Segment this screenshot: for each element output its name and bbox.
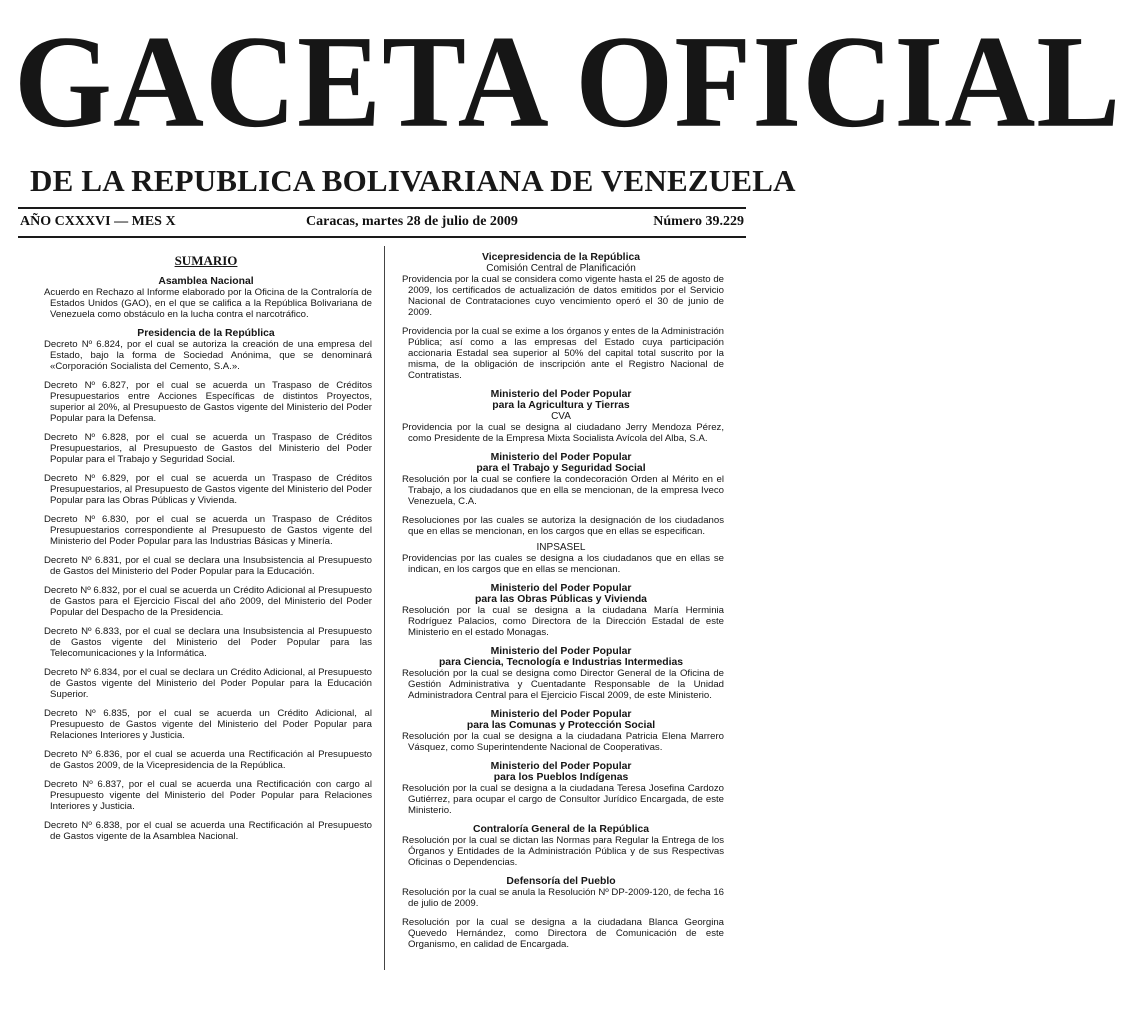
section-heading: Ministerio del Poder Popular <box>490 389 632 400</box>
section-subheading: INPSASEL <box>536 542 586 553</box>
section-heading: Ministerio del Poder Popular <box>490 646 632 657</box>
summary-entry: Resolución por la cual se designa a la ciudadana Patricia Elena Marrero Vásquez, como Superintendente Nacional de Cooperativas. <box>402 731 724 753</box>
summary-entry: Providencia por la cual se exime a los órganos y entes de la Administración Pública; así como a las empresas del Estado cuya participación accionaria Estadal sea superior al 50% del capital total suscrito por la misma, de la obligación de inscripción ante el Registro Nacional de Contratistas. <box>402 326 724 381</box>
summary-entry: Resolución por la cual se designa a la ciudadana Teresa Josefina Cardozo Gutiérrez, para ocupar el cargo de Consultor Jurídico Encargada, de este Ministerio. <box>402 783 724 816</box>
section-heading: Ministerio del Poder Popular <box>490 583 632 594</box>
summary-entry: Resolución por la cual se dictan las Normas para Regular la Entrega de los Órganos y Entidades de la Administración Pública y de sus Respectivas Oficinas o Dependencias. <box>402 835 724 868</box>
summary-entry: Resolución por la cual se confiere la condecoración Orden al Mérito en el Trabajo, a los ciudadanos que en ella se mencionan, de la empresa Iveco Venezuela, C.A. <box>402 474 724 507</box>
section-subheading: CVA <box>551 411 571 422</box>
summary-entry: Resolución por la cual se anula la Resolución Nº DP-2009-120, de fecha 16 de julio de 2009. <box>402 887 724 909</box>
summary-entry: Decreto Nº 6.835, por el cual se acuerda un Crédito Adicional, al Presupuesto de Gastos vigente del Ministerio del Poder Popular para Relaciones Interiores y Justicia. <box>44 708 372 741</box>
summary-entry: Resolución por la cual se designa a la ciudadana Blanca Georgina Quevedo Hernández, como Directora de Comunicación de este Organismo, en calidad de Encargada. <box>402 917 724 950</box>
section-heading: Defensoría del Pueblo <box>506 876 616 887</box>
masthead-title: GACETA OFICIAL <box>14 9 1121 156</box>
summary-entry: Decreto Nº 6.831, por el cual se declara una Insubsistencia al Presupuesto de Gastos del Ministerio del Poder Popular para la Educación. <box>44 555 372 577</box>
section-heading: Asamblea Nacional <box>158 276 254 287</box>
summary-entry: Decreto Nº 6.832, por el cual se acuerda un Crédito Adicional al Presupuesto de Gastos para el Ejercicio Fiscal del año 2009, del Ministerio del Poder Popular del Despacho de la Presidencia. <box>44 585 372 618</box>
section-heading: para la Agricultura y Tierras <box>492 400 630 411</box>
masthead-subtitle: DE LA REPUBLICA BOLIVARIANA DE VENEZUELA <box>30 163 796 198</box>
issue-number: Número 39.229 <box>653 214 744 229</box>
city-date: Caracas, martes 28 de julio de 2009 <box>306 214 518 229</box>
summary-entry: Providencias por las cuales se designa a los ciudadanos que en ellas se indican, en los cargos que en ellas se mencionan. <box>402 553 724 575</box>
top-rule <box>18 207 746 209</box>
summary-entry: Decreto Nº 6.836, por el cual se acuerda una Rectificación al Presupuesto de Gastos 2009, de la Vicepresidencia de la República. <box>44 749 372 771</box>
summary-entry: Resolución por la cual se designa a la ciudadana María Herminia Rodríguez Palacios, como Directora de la Dirección Estadal de este Ministerio en el estado Monagas. <box>402 605 724 638</box>
summary-entry: Acuerdo en Rechazo al Informe elaborado por la Oficina de la Contraloría de Estados Unidos (GAO), en el que se califica a la República Bolivariana de Venezuela como obstáculo en la lucha contra el narcotráfico. <box>44 287 372 320</box>
summary-entry: Decreto Nº 6.830, por el cual se acuerda un Traspaso de Créditos Presupuestarios correspondiente al Presupuesto de Gastos vigente del Ministerio del Poder Popular para las Industrias Básicas y Minería. <box>44 514 372 547</box>
summary-entry: Resoluciones por las cuales se autoriza la designación de los ciudadanos que en ellas se mencionan, en los cargos que en ellas se especifican. <box>402 515 724 537</box>
summary-entry: Decreto Nº 6.833, por el cual se declara una Insubsistencia al Presupuesto de Gastos vigente del Ministerio del Poder Popular para las Telecomunicaciones y la Informática. <box>44 626 372 659</box>
summary-entry: Resolución por la cual se designa como Director General de la Oficina de Gestión Administrativa y Cuentadante Responsable de la Unidad Administradora Central para el Ejercicio Fiscal 2009, de este Ministerio. <box>402 668 724 701</box>
section-heading: Ministerio del Poder Popular <box>490 452 632 463</box>
section-heading: Presidencia de la República <box>137 328 275 339</box>
year-month: AÑO CXXXVI — MES X <box>20 214 176 229</box>
masthead <box>14 4 1121 156</box>
summary-entry: Providencia por la cual se designa al ciudadano Jerry Mendoza Pérez, como Presidente de la Empresa Mixta Socialista Avícola del Alba, S.A. <box>402 422 724 444</box>
summary-entry: Providencia por la cual se considera como vigente hasta el 25 de agosto de 2009, los certificados de actualización de datos emitidos por el Servicio Nacional de Contrataciones cuyo vencimiento operó el 30 de junio de 2009. <box>402 274 724 318</box>
summary-entry: Decreto Nº 6.829, por el cual se acuerda un Traspaso de Créditos Presupuestarios, al Presupuesto de Gastos vigente del Ministerio del Poder Popular para las Obras Públicas y Vivienda. <box>44 473 372 506</box>
section-heading: Contraloría General de la República <box>472 824 650 835</box>
right-column <box>398 252 724 950</box>
section-heading: para Ciencia, Tecnología e Industrias Intermedias <box>438 657 684 668</box>
section-heading: para los Pueblos Indígenas <box>493 772 629 783</box>
section-heading: para las Comunas y Protección Social <box>466 720 656 731</box>
summary-entry: Decreto Nº 6.824, por el cual se autoriza la creación de una empresa del Estado, bajo la forma de Sociedad Anónima, que se denominará «Corporación Socialista del Cemento, S.A.». <box>44 339 372 372</box>
summary-entry: Decreto Nº 6.838, por el cual se acuerda una Rectificación al Presupuesto de Gastos vigente de la Asamblea Nacional. <box>44 820 372 842</box>
section-heading: Ministerio del Poder Popular <box>490 709 632 720</box>
section-subheading: Comisión Central de Planificación <box>486 263 636 274</box>
section-heading: para el Trabajo y Seguridad Social <box>476 463 646 474</box>
section-heading: para las Obras Públicas y Vivienda <box>475 594 647 605</box>
bottom-rule <box>18 236 746 238</box>
summary-entry: Decreto Nº 6.834, por el cual se declara un Crédito Adicional, al Presupuesto de Gastos vigente del Ministerio del Poder Popular para la Educación Superior. <box>44 667 372 700</box>
summary-entry: Decreto Nº 6.828, por el cual se acuerda un Traspaso de Créditos Presupuestarios, al Presupuesto de Gastos del Ministerio del Poder Popular para el Trabajo y Seguridad Social. <box>44 432 372 465</box>
summary-entry: Decreto Nº 6.827, por el cual se acuerda un Traspaso de Créditos Presupuestarios entre Acciones Específicas de distintos Proyectos, superior al 20%, al Presupuesto de Gastos vigente del Ministerio del Poder Popular para la Defensa. <box>44 380 372 424</box>
left-column <box>40 252 372 842</box>
dateline <box>18 212 746 234</box>
section-heading: Ministerio del Poder Popular <box>490 761 632 772</box>
summary-entry: Decreto Nº 6.837, por el cual se acuerda una Rectificación con cargo al Presupuesto vigente del Ministerio del Poder Popular para Relaciones Interiores y Justicia. <box>44 779 372 812</box>
sumario-heading: SUMARIO <box>174 253 238 268</box>
column-separator <box>384 246 385 970</box>
section-heading: Vicepresidencia de la República <box>481 252 641 263</box>
